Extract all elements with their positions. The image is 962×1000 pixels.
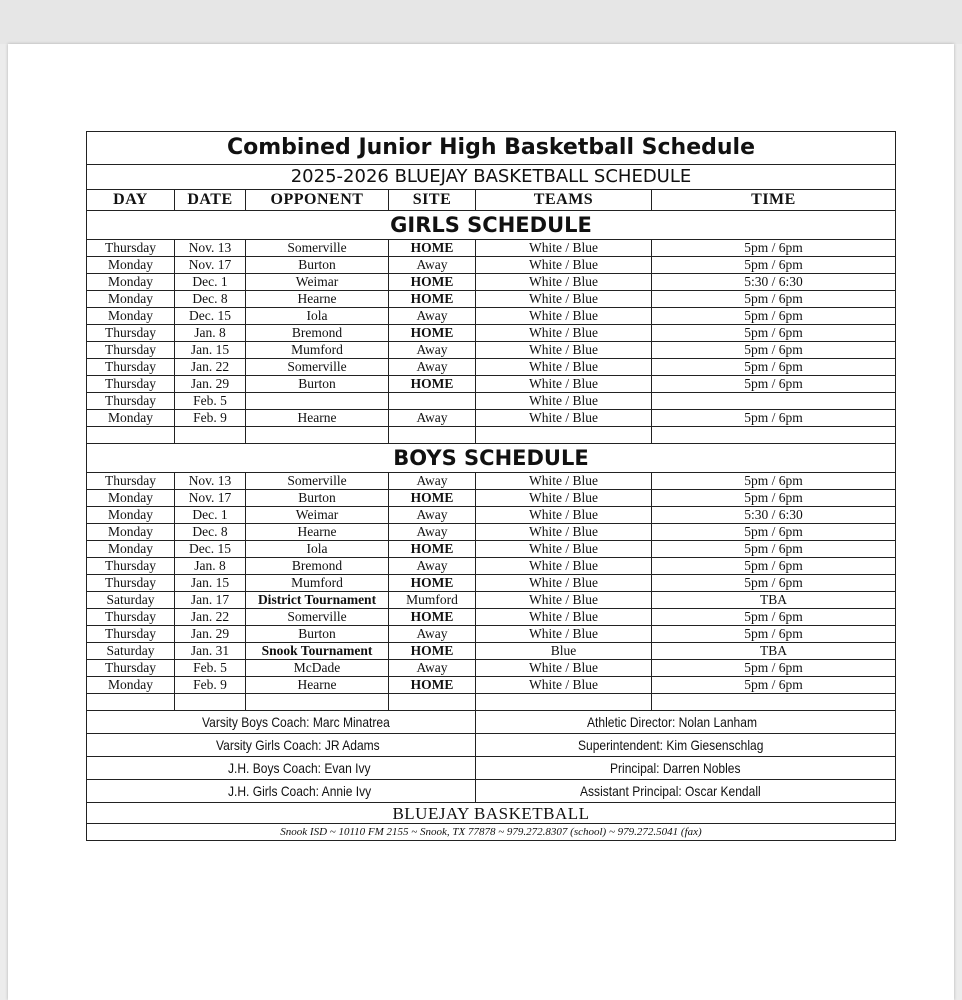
boys-game-site: Away bbox=[389, 626, 476, 643]
boys-game-site: Away bbox=[389, 660, 476, 677]
girls-game-day: Thursday bbox=[87, 376, 175, 393]
girls-game-opponent: Weimar bbox=[246, 274, 389, 291]
girls-schedule-heading: GIRLS SCHEDULE bbox=[87, 211, 896, 240]
girls-game-time: 5pm / 6pm bbox=[652, 325, 896, 342]
boys-game-day: Monday bbox=[87, 541, 175, 558]
girls-game-time: 5pm / 6pm bbox=[652, 257, 896, 274]
boys-game-site: Away bbox=[389, 558, 476, 575]
boys-game-day: Monday bbox=[87, 490, 175, 507]
boys-game-date: Dec. 1 bbox=[175, 507, 246, 524]
boys-game-date: Jan. 31 bbox=[175, 643, 246, 660]
blank-cell bbox=[476, 694, 652, 711]
boys-game-opponent: Weimar bbox=[246, 507, 389, 524]
boys-game-date: Feb. 9 bbox=[175, 677, 246, 694]
boys-game-row bbox=[87, 524, 896, 541]
girls-game-row bbox=[87, 308, 896, 325]
boys-game-date: Nov. 13 bbox=[175, 473, 246, 490]
girls-game-day: Thursday bbox=[87, 342, 175, 359]
boys-game-row bbox=[87, 507, 896, 524]
col-header-date: DATE bbox=[175, 190, 246, 211]
boys-game-row bbox=[87, 473, 896, 490]
boys-game-time: TBA bbox=[652, 643, 896, 660]
girls-game-teams: White / Blue bbox=[476, 325, 652, 342]
boys-game-teams: White / Blue bbox=[476, 541, 652, 558]
boys-game-teams: White / Blue bbox=[476, 626, 652, 643]
boys-game-day: Thursday bbox=[87, 609, 175, 626]
boys-game-date: Feb. 5 bbox=[175, 660, 246, 677]
boys-game-site: HOME bbox=[389, 490, 476, 507]
girls-game-site: Away bbox=[389, 410, 476, 427]
blank-cell bbox=[246, 694, 389, 711]
boys-game-opponent: Somerville bbox=[246, 473, 389, 490]
girls-game-time: 5pm / 6pm bbox=[652, 240, 896, 257]
girls-game-opponent: Burton bbox=[246, 376, 389, 393]
blank-cell bbox=[476, 427, 652, 444]
boys-game-opponent: Burton bbox=[246, 626, 389, 643]
boys-game-site: Away bbox=[389, 507, 476, 524]
girls-game-opponent: Hearne bbox=[246, 410, 389, 427]
boys-game-row bbox=[87, 643, 896, 660]
boys-game-day: Saturday bbox=[87, 592, 175, 609]
girls-game-time: 5pm / 6pm bbox=[652, 359, 896, 376]
col-header-teams: TEAMS bbox=[476, 190, 652, 211]
boys-game-site: HOME bbox=[389, 541, 476, 558]
boys-game-row bbox=[87, 558, 896, 575]
boys-game-opponent: McDade bbox=[246, 660, 389, 677]
boys-game-row bbox=[87, 575, 896, 592]
girls-game-date: Feb. 5 bbox=[175, 393, 246, 410]
girls-game-row bbox=[87, 240, 896, 257]
girls-game-time: 5:30 / 6:30 bbox=[652, 274, 896, 291]
boys-game-time: TBA bbox=[652, 592, 896, 609]
boys-game-teams: White / Blue bbox=[476, 592, 652, 609]
boys-game-date: Jan. 8 bbox=[175, 558, 246, 575]
coach-credit bbox=[87, 711, 476, 734]
staff-row bbox=[87, 757, 896, 780]
girls-game-site: Away bbox=[389, 308, 476, 325]
boys-game-date: Jan. 17 bbox=[175, 592, 246, 609]
boys-game-row bbox=[87, 677, 896, 694]
boys-game-site: HOME bbox=[389, 575, 476, 592]
boys-game-day: Thursday bbox=[87, 660, 175, 677]
girls-game-teams: White / Blue bbox=[476, 274, 652, 291]
girls-game-row bbox=[87, 376, 896, 393]
blank-cell bbox=[389, 427, 476, 444]
boys-game-row bbox=[87, 660, 896, 677]
blank-cell bbox=[652, 427, 896, 444]
girls-game-teams: White / Blue bbox=[476, 410, 652, 427]
girls-game-day: Thursday bbox=[87, 393, 175, 410]
boys-game-date: Jan. 29 bbox=[175, 626, 246, 643]
boys-game-time: 5pm / 6pm bbox=[652, 524, 896, 541]
girls-game-day: Thursday bbox=[87, 359, 175, 376]
administrator-credit bbox=[476, 711, 896, 734]
schedule-title: Combined Junior High Basketball Schedule bbox=[87, 132, 896, 165]
boys-game-time: 5pm / 6pm bbox=[652, 473, 896, 490]
coach-credit-text: Varsity Boys Coach: Marc Minatrea bbox=[201, 714, 390, 730]
girls-game-day: Thursday bbox=[87, 240, 175, 257]
girls-game-teams: White / Blue bbox=[476, 393, 652, 410]
boys-game-teams: White / Blue bbox=[476, 558, 652, 575]
boys-game-site: Away bbox=[389, 524, 476, 541]
col-header-opponent: OPPONENT bbox=[246, 190, 389, 211]
boys-game-date: Dec. 8 bbox=[175, 524, 246, 541]
girls-game-date: Nov. 17 bbox=[175, 257, 246, 274]
boys-game-site: HOME bbox=[389, 643, 476, 660]
girls-game-teams: White / Blue bbox=[476, 291, 652, 308]
boys-game-opponent: Somerville bbox=[246, 609, 389, 626]
coach-credit-text: J.H. Boys Coach: Evan Ivy bbox=[228, 760, 371, 776]
girls-game-day: Monday bbox=[87, 291, 175, 308]
boys-game-day: Saturday bbox=[87, 643, 175, 660]
girls-game-date: Dec. 8 bbox=[175, 291, 246, 308]
girls-game-date: Nov. 13 bbox=[175, 240, 246, 257]
girls-game-row bbox=[87, 291, 896, 308]
footer-title: BLUEJAY BASKETBALL bbox=[87, 803, 896, 824]
girls-game-site: HOME bbox=[389, 274, 476, 291]
boys-game-site: HOME bbox=[389, 677, 476, 694]
boys-game-time: 5pm / 6pm bbox=[652, 609, 896, 626]
coach-credit-text: Varsity Girls Coach: JR Adams bbox=[215, 737, 380, 753]
girls-game-teams: White / Blue bbox=[476, 240, 652, 257]
staff-row bbox=[87, 734, 896, 757]
girls-game-day: Monday bbox=[87, 410, 175, 427]
boys-schedule-heading: BOYS SCHEDULE bbox=[87, 444, 896, 473]
girls-game-time: 5pm / 6pm bbox=[652, 410, 896, 427]
girls-game-day: Monday bbox=[87, 274, 175, 291]
blank-cell bbox=[246, 427, 389, 444]
girls-game-row bbox=[87, 359, 896, 376]
boys-game-site: Away bbox=[389, 473, 476, 490]
girls-game-site: Away bbox=[389, 257, 476, 274]
girls-game-teams: White / Blue bbox=[476, 257, 652, 274]
col-header-site: SITE bbox=[389, 190, 476, 211]
col-header-time: TIME bbox=[652, 190, 896, 211]
boys-game-opponent: Mumford bbox=[246, 575, 389, 592]
boys-game-date: Jan. 22 bbox=[175, 609, 246, 626]
boys-game-teams: White / Blue bbox=[476, 609, 652, 626]
boys-game-row bbox=[87, 609, 896, 626]
boys-game-time: 5pm / 6pm bbox=[652, 677, 896, 694]
boys-game-time: 5pm / 6pm bbox=[652, 490, 896, 507]
staff-row bbox=[87, 711, 896, 734]
boys-game-day: Thursday bbox=[87, 626, 175, 643]
boys-game-teams: White / Blue bbox=[476, 575, 652, 592]
boys-game-opponent: Bremond bbox=[246, 558, 389, 575]
blank-cell bbox=[175, 427, 246, 444]
administrator-credit-text: Assistant Principal: Oscar Kendall bbox=[580, 783, 762, 799]
boys-game-row bbox=[87, 626, 896, 643]
boys-game-day: Monday bbox=[87, 524, 175, 541]
girls-game-row bbox=[87, 257, 896, 274]
schedule-subtitle: 2025-2026 BLUEJAY BASKETBALL SCHEDULE bbox=[87, 165, 896, 190]
blank-cell bbox=[87, 427, 175, 444]
boys-game-row bbox=[87, 541, 896, 558]
coach-credit bbox=[87, 734, 476, 757]
blank-cell bbox=[175, 694, 246, 711]
girls-game-row bbox=[87, 274, 896, 291]
girls-game-opponent: Burton bbox=[246, 257, 389, 274]
girls-game-teams: White / Blue bbox=[476, 376, 652, 393]
blank-cell bbox=[389, 694, 476, 711]
administrator-credit bbox=[476, 757, 896, 780]
girls-game-time bbox=[652, 393, 896, 410]
girls-game-site: HOME bbox=[389, 240, 476, 257]
administrator-credit bbox=[476, 734, 896, 757]
boys-game-opponent: Hearne bbox=[246, 677, 389, 694]
col-header-day: DAY bbox=[87, 190, 175, 211]
girls-game-opponent: Iola bbox=[246, 308, 389, 325]
girls-game-teams: White / Blue bbox=[476, 308, 652, 325]
girls-game-opponent: Mumford bbox=[246, 342, 389, 359]
girls-game-site bbox=[389, 393, 476, 410]
boys-game-teams: Blue bbox=[476, 643, 652, 660]
schedule-table bbox=[86, 131, 896, 841]
boys-game-row bbox=[87, 592, 896, 609]
girls-game-day: Thursday bbox=[87, 325, 175, 342]
boys-game-teams: White / Blue bbox=[476, 660, 652, 677]
girls-game-site: HOME bbox=[389, 376, 476, 393]
girls-game-date: Feb. 9 bbox=[175, 410, 246, 427]
boys-game-time: 5pm / 6pm bbox=[652, 626, 896, 643]
administrator-credit-text: Superintendent: Kim Giesenschlag bbox=[577, 737, 764, 753]
boys-game-opponent: Snook Tournament bbox=[246, 643, 389, 660]
boys-blank-row bbox=[87, 694, 896, 711]
girls-game-time: 5pm / 6pm bbox=[652, 342, 896, 359]
boys-game-date: Dec. 15 bbox=[175, 541, 246, 558]
boys-game-time: 5pm / 6pm bbox=[652, 575, 896, 592]
boys-game-opponent: Iola bbox=[246, 541, 389, 558]
boys-game-site: Mumford bbox=[389, 592, 476, 609]
girls-game-date: Jan. 29 bbox=[175, 376, 246, 393]
girls-game-time: 5pm / 6pm bbox=[652, 376, 896, 393]
boys-game-teams: White / Blue bbox=[476, 524, 652, 541]
girls-game-opponent bbox=[246, 393, 389, 410]
boys-game-time: 5pm / 6pm bbox=[652, 541, 896, 558]
administrator-credit-text: Athletic Director: Nolan Lanham bbox=[586, 714, 757, 730]
girls-game-opponent: Somerville bbox=[246, 359, 389, 376]
boys-game-opponent: Burton bbox=[246, 490, 389, 507]
girls-game-date: Dec. 1 bbox=[175, 274, 246, 291]
girls-blank-row bbox=[87, 427, 896, 444]
girls-game-date: Jan. 15 bbox=[175, 342, 246, 359]
boys-game-teams: White / Blue bbox=[476, 677, 652, 694]
boys-game-site: HOME bbox=[389, 609, 476, 626]
boys-game-opponent: District Tournament bbox=[246, 592, 389, 609]
blank-cell bbox=[652, 694, 896, 711]
boys-game-day: Thursday bbox=[87, 473, 175, 490]
girls-game-time: 5pm / 6pm bbox=[652, 291, 896, 308]
girls-game-opponent: Hearne bbox=[246, 291, 389, 308]
girls-game-site: Away bbox=[389, 342, 476, 359]
girls-game-site: HOME bbox=[389, 291, 476, 308]
girls-game-opponent: Bremond bbox=[246, 325, 389, 342]
girls-game-site: Away bbox=[389, 359, 476, 376]
coach-credit bbox=[87, 757, 476, 780]
girls-game-row bbox=[87, 325, 896, 342]
boys-game-time: 5pm / 6pm bbox=[652, 660, 896, 677]
girls-game-row bbox=[87, 342, 896, 359]
coach-credit-text: J.H. Girls Coach: Annie Ivy bbox=[227, 783, 371, 799]
boys-game-day: Monday bbox=[87, 507, 175, 524]
girls-game-teams: White / Blue bbox=[476, 359, 652, 376]
staff-row bbox=[87, 780, 896, 803]
girls-game-teams: White / Blue bbox=[476, 342, 652, 359]
footer-address: Snook ISD ~ 10110 FM 2155 ~ Snook, TX 77878 ~ 979.272.8307 (school) ~ 979.272.5041 (fax) bbox=[87, 824, 896, 841]
boys-game-teams: White / Blue bbox=[476, 490, 652, 507]
boys-game-day: Thursday bbox=[87, 558, 175, 575]
boys-game-time: 5pm / 6pm bbox=[652, 558, 896, 575]
girls-game-day: Monday bbox=[87, 308, 175, 325]
girls-game-time: 5pm / 6pm bbox=[652, 308, 896, 325]
girls-game-opponent: Somerville bbox=[246, 240, 389, 257]
boys-game-time: 5:30 / 6:30 bbox=[652, 507, 896, 524]
girls-game-row bbox=[87, 393, 896, 410]
girls-game-date: Dec. 15 bbox=[175, 308, 246, 325]
boys-game-day: Monday bbox=[87, 677, 175, 694]
blank-cell bbox=[87, 694, 175, 711]
boys-game-teams: White / Blue bbox=[476, 473, 652, 490]
column-header-row bbox=[87, 190, 896, 211]
boys-game-opponent: Hearne bbox=[246, 524, 389, 541]
administrator-credit-text: Principal: Darren Nobles bbox=[609, 760, 741, 776]
boys-game-day: Thursday bbox=[87, 575, 175, 592]
boys-game-date: Nov. 17 bbox=[175, 490, 246, 507]
administrator-credit bbox=[476, 780, 896, 803]
girls-game-row bbox=[87, 410, 896, 427]
girls-game-date: Jan. 22 bbox=[175, 359, 246, 376]
coach-credit bbox=[87, 780, 476, 803]
boys-game-teams: White / Blue bbox=[476, 507, 652, 524]
girls-game-date: Jan. 8 bbox=[175, 325, 246, 342]
girls-game-site: HOME bbox=[389, 325, 476, 342]
boys-game-date: Jan. 15 bbox=[175, 575, 246, 592]
viewer-top-bar bbox=[0, 0, 962, 44]
girls-game-day: Monday bbox=[87, 257, 175, 274]
boys-game-row bbox=[87, 490, 896, 507]
